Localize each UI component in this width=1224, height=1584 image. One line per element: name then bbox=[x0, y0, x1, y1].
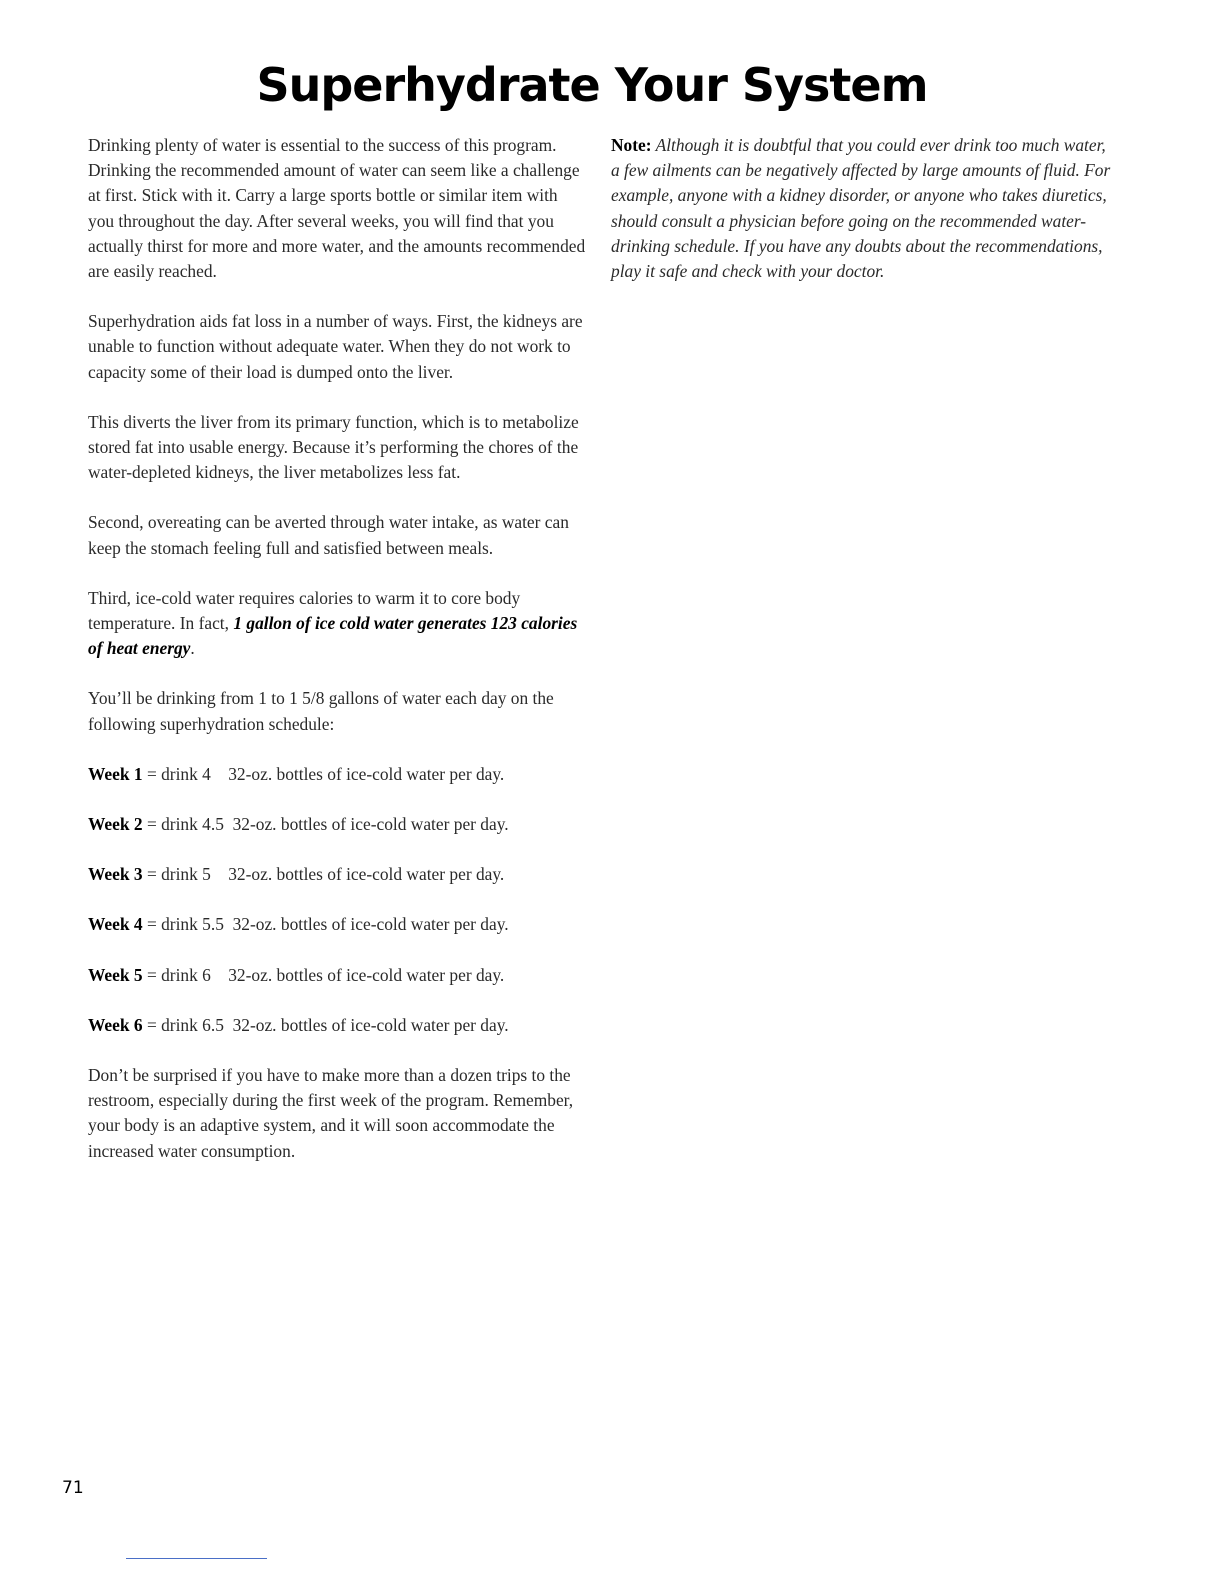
week-label: Week 5 bbox=[88, 964, 143, 985]
week-text: = drink 4 32-oz. bottles of ice-cold water per day. bbox=[142, 763, 505, 784]
week-text: = drink 5 32-oz. bottles of ice-cold water per day. bbox=[142, 864, 505, 885]
fat-loss-paragraph: Superhydration aids fat loss in a number of ways. First, the kidneys are unable to function without adequate water. When they do not work to capacity some of their load is dumped onto the liver. bbox=[88, 311, 583, 382]
overeating-paragraph: Second, overeating can be averted through water intake, as water can keep the stomach feeling full and satisfied between meals. bbox=[88, 512, 569, 558]
note-paragraph bbox=[611, 133, 1111, 284]
ice-cold-paragraph bbox=[88, 586, 588, 662]
week-label: Week 4 bbox=[88, 914, 143, 935]
week-text: = drink 6 32-oz. bottles of ice-cold water per day. bbox=[142, 964, 505, 985]
liver-paragraph: This diverts the liver from its primary function, which is to metabolize stored fat into usable energy. Because it’s performing the chores of the water-depleted kidneys, the liver metabolizes less fat. bbox=[88, 411, 579, 483]
ice-cold-period: . bbox=[190, 638, 195, 659]
note-text: Although it is doubtful that you could ever drink too much water, a few ailments can be negatively affected by large amounts of fluid. For example, anyone with a kidney disorder, or anyone who takes diuretics, should consult a physician before going on the recommended water-drinking schedule. If you have any doubts about the recommendations, play it safe and check with your doctor. bbox=[611, 135, 1111, 282]
page-title: Superhydrate Your System bbox=[256, 58, 928, 112]
intro-paragraph: Drinking plenty of water is essential to the success of this program. Drinking the recommended amount of water can seem like a challenge at first. Stick with it. Carry a large sports bottle or similar item with you throughout the day. After several weeks, you will find that you actually thirst for more and more water, and the amounts recommended are easily reached. bbox=[88, 135, 586, 282]
schedule-week-3 bbox=[88, 862, 588, 887]
note-column bbox=[611, 133, 1111, 284]
week-label: Week 1 bbox=[88, 763, 143, 784]
schedule-intro: You’ll be drinking from 1 to 1 5/8 gallons of water each day on the following superhydration schedule: bbox=[88, 688, 554, 734]
footer-rule bbox=[126, 1558, 267, 1559]
ice-cold-text: Third, ice-cold water requires calories to warm it to core body temperature. In fact, bbox=[88, 587, 521, 634]
week-text: = drink 4.5 32-oz. bottles of ice-cold water per day. bbox=[142, 814, 509, 835]
schedule-week-6 bbox=[88, 1013, 588, 1038]
week-text: = drink 5.5 32-oz. bottles of ice-cold water per day. bbox=[142, 914, 509, 935]
schedule-week-2 bbox=[88, 812, 588, 837]
calorie-emphasis: 1 gallon of ice cold water generates 123 calories of heat energy bbox=[88, 613, 578, 659]
closing-paragraph: Don’t be surprised if you have to make more than a dozen trips to the restroom, especially during the first week of the program. Remember, your body is an adaptive system, and it will soon accommodate the increased water consumption. bbox=[88, 1065, 574, 1161]
week-label: Week 6 bbox=[88, 1014, 143, 1035]
page-number: 71 bbox=[62, 1478, 84, 1498]
note-label: Note: bbox=[611, 135, 652, 155]
week-text: = drink 6.5 32-oz. bottles of ice-cold water per day. bbox=[142, 1014, 509, 1035]
week-label: Week 3 bbox=[88, 864, 143, 885]
schedule-week-4 bbox=[88, 912, 588, 937]
schedule-week-5 bbox=[88, 963, 588, 988]
schedule-week-1 bbox=[88, 762, 588, 787]
week-label: Week 2 bbox=[88, 814, 143, 835]
main-column bbox=[88, 133, 588, 1189]
